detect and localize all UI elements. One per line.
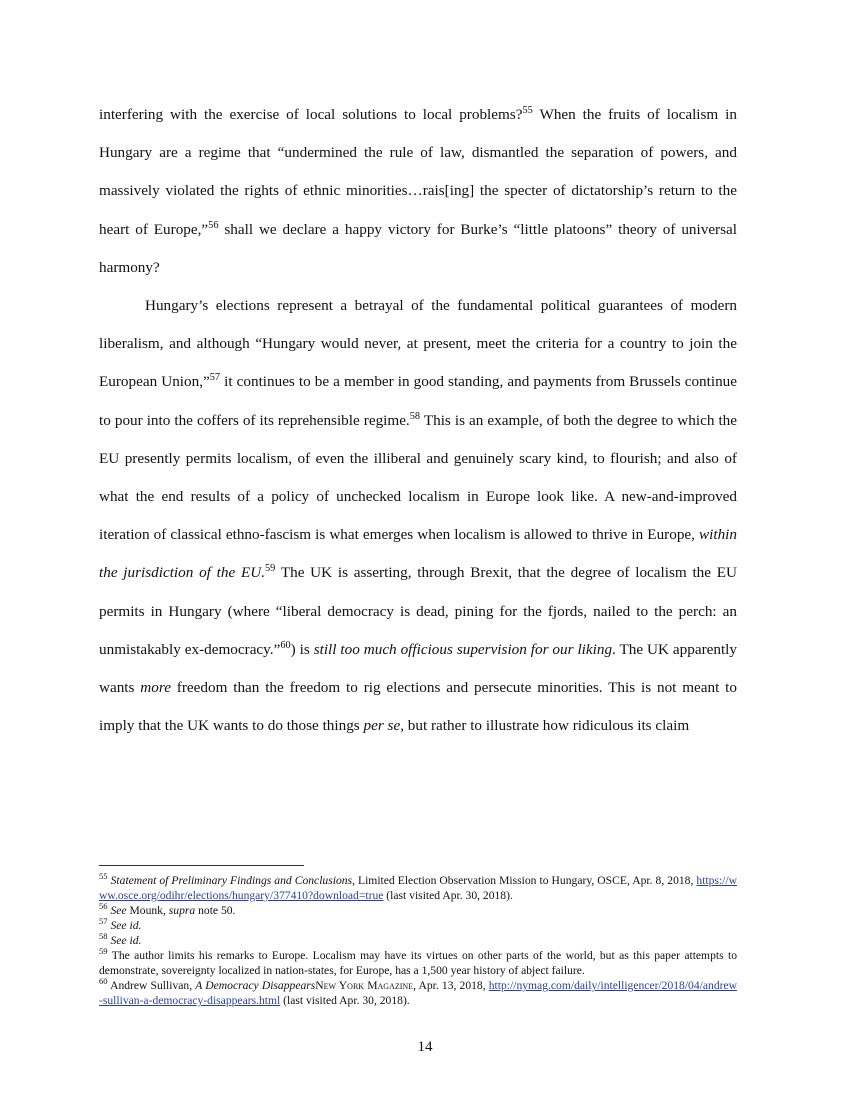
footnote-56-see: See xyxy=(110,904,127,917)
footnote-ref-58[interactable]: 58 xyxy=(409,410,421,422)
footnote-number-55: 55 xyxy=(99,871,108,882)
footnote-60-tail: (last visited Apr. 30, 2018). xyxy=(280,994,410,1007)
footnote-59-text: The author limits his remarks to Europe. Localism may have its virtues on other parts of the world, but as this paper attempts to demonstrate, sovereignty localized in nation-states, for Europe, has a 1,500 year history of abject failure. xyxy=(99,949,737,977)
footnote-59 xyxy=(99,948,737,978)
footnote-60-date: , Apr. 13, 2018, xyxy=(413,979,489,992)
footnote-number-60: 60 xyxy=(99,976,108,987)
para2-segment-3: This is an example, of both the degree to which the EU presently permits localism, of even the illiberal and genuinely scary kind, to flourish; and also of what the end results of a policy of unchecked localism in Europe look like. A new-and-improved iteration of classical ethno-fascism is what emerges when localism is allowed to thrive in Europe, xyxy=(99,411,737,544)
para1-segment-1: interfering with the exercise of local solutions to local problems? xyxy=(99,106,523,123)
footnote-list xyxy=(99,873,737,1008)
footnote-60-title: A Democracy Disappears xyxy=(195,979,316,992)
footnote-57-seeid: See id. xyxy=(110,919,142,932)
para2-segment-2: it continues to be a member in good standing, and payments from Brussels continue to pour into the coffers of its reprehensible regime. xyxy=(99,373,738,429)
footnote-60-link[interactable]: http://nymag.com/daily/intelligencer/2018/04/andrew-sullivan-a-democracy-disappears.html xyxy=(99,979,737,1007)
footnote-55 xyxy=(99,873,737,903)
footnote-55-link[interactable]: https://www.osce.org/odihr/elections/hungary/377410?download=true xyxy=(99,874,737,902)
para2-segment-6: . The UK apparently wants xyxy=(99,640,737,697)
footnote-ref-56[interactable]: 56 xyxy=(208,219,219,231)
footnote-58 xyxy=(99,933,737,948)
page-number: 14 xyxy=(417,1039,433,1055)
footnote-57 xyxy=(99,918,737,933)
footnote-number-58: 58 xyxy=(99,931,108,942)
paragraph-2 xyxy=(99,287,737,745)
footnote-60 xyxy=(99,978,737,1008)
para2-segment-5: ) is xyxy=(290,640,314,658)
footnote-56-text: Mounk, xyxy=(126,904,169,917)
para2-segment-8: , but rather to illustrate how ridiculous its claim xyxy=(400,717,690,735)
footnote-ref-59[interactable]: 59 xyxy=(265,563,276,575)
footnote-56-supra: supra xyxy=(168,904,196,917)
para2-italic-1: within the jurisdiction of the EU. xyxy=(99,526,737,582)
footnote-56-tail: note 50. xyxy=(195,904,236,917)
para2-segment-7: freedom than the freedom to rig elections and persecute minorities. This is not meant to imply that the UK wants to do those things xyxy=(99,679,737,735)
footnote-55-tail: (last visited Apr. 30, 2018). xyxy=(383,889,513,902)
footnote-60-publication: New York Magazine xyxy=(315,979,414,992)
footnote-area xyxy=(99,865,737,1008)
footnote-ref-57[interactable]: 57 xyxy=(209,372,221,384)
footnote-ref-60[interactable]: 60 xyxy=(280,639,291,651)
footnote-separator-rule xyxy=(99,865,304,866)
footnote-58-seeid: See id. xyxy=(110,934,142,947)
paragraph-1 xyxy=(99,96,737,287)
body-text-column xyxy=(99,96,737,745)
footnote-55-text: , Limited Election Observation Mission to Hungary, OSCE, Apr. 8, 2018, xyxy=(352,874,697,887)
para1-segment-2: When the fruits of localism in Hungary are a regime that “undermined the rule of law, dismantled the separation of powers, and massively violated the rights of ethnic minorities…rais[ing] the specter of dictatorship’s return to the heart of Europe,” xyxy=(99,106,737,238)
footnote-number-56: 56 xyxy=(99,901,108,912)
footnote-ref-55[interactable]: 55 xyxy=(522,104,533,116)
para2-italic-4: per se xyxy=(363,717,401,735)
para2-italic-3: more xyxy=(140,679,171,697)
footnote-number-57: 57 xyxy=(99,916,108,927)
para2-segment-4: The UK is asserting, through Brexit, that the degree of localism the EU permits in Hungary (where “liberal democracy is dead, pining for the fjords, nailed to the perch: an unmistakably ex-democracy.” xyxy=(99,564,738,658)
footnote-60-author: Andrew Sullivan, xyxy=(110,979,196,992)
footnote-56 xyxy=(99,903,737,918)
para2-italic-2: still too much officious supervision for our liking xyxy=(313,640,613,658)
para2-segment-1: Hungary’s elections represent a betrayal of the fundamental political guarantees of modern liberalism, and although “Hungary would never, at present, meet the criteria for a country to join the European Union,” xyxy=(99,297,737,391)
footnote-number-59: 59 xyxy=(99,946,108,957)
footnote-55-title: Statement of Preliminary Findings and Conclusions xyxy=(110,874,353,887)
para1-segment-3: shall we declare a happy victory for Burke’s “little platoons” theory of universal harmony? xyxy=(99,220,737,276)
